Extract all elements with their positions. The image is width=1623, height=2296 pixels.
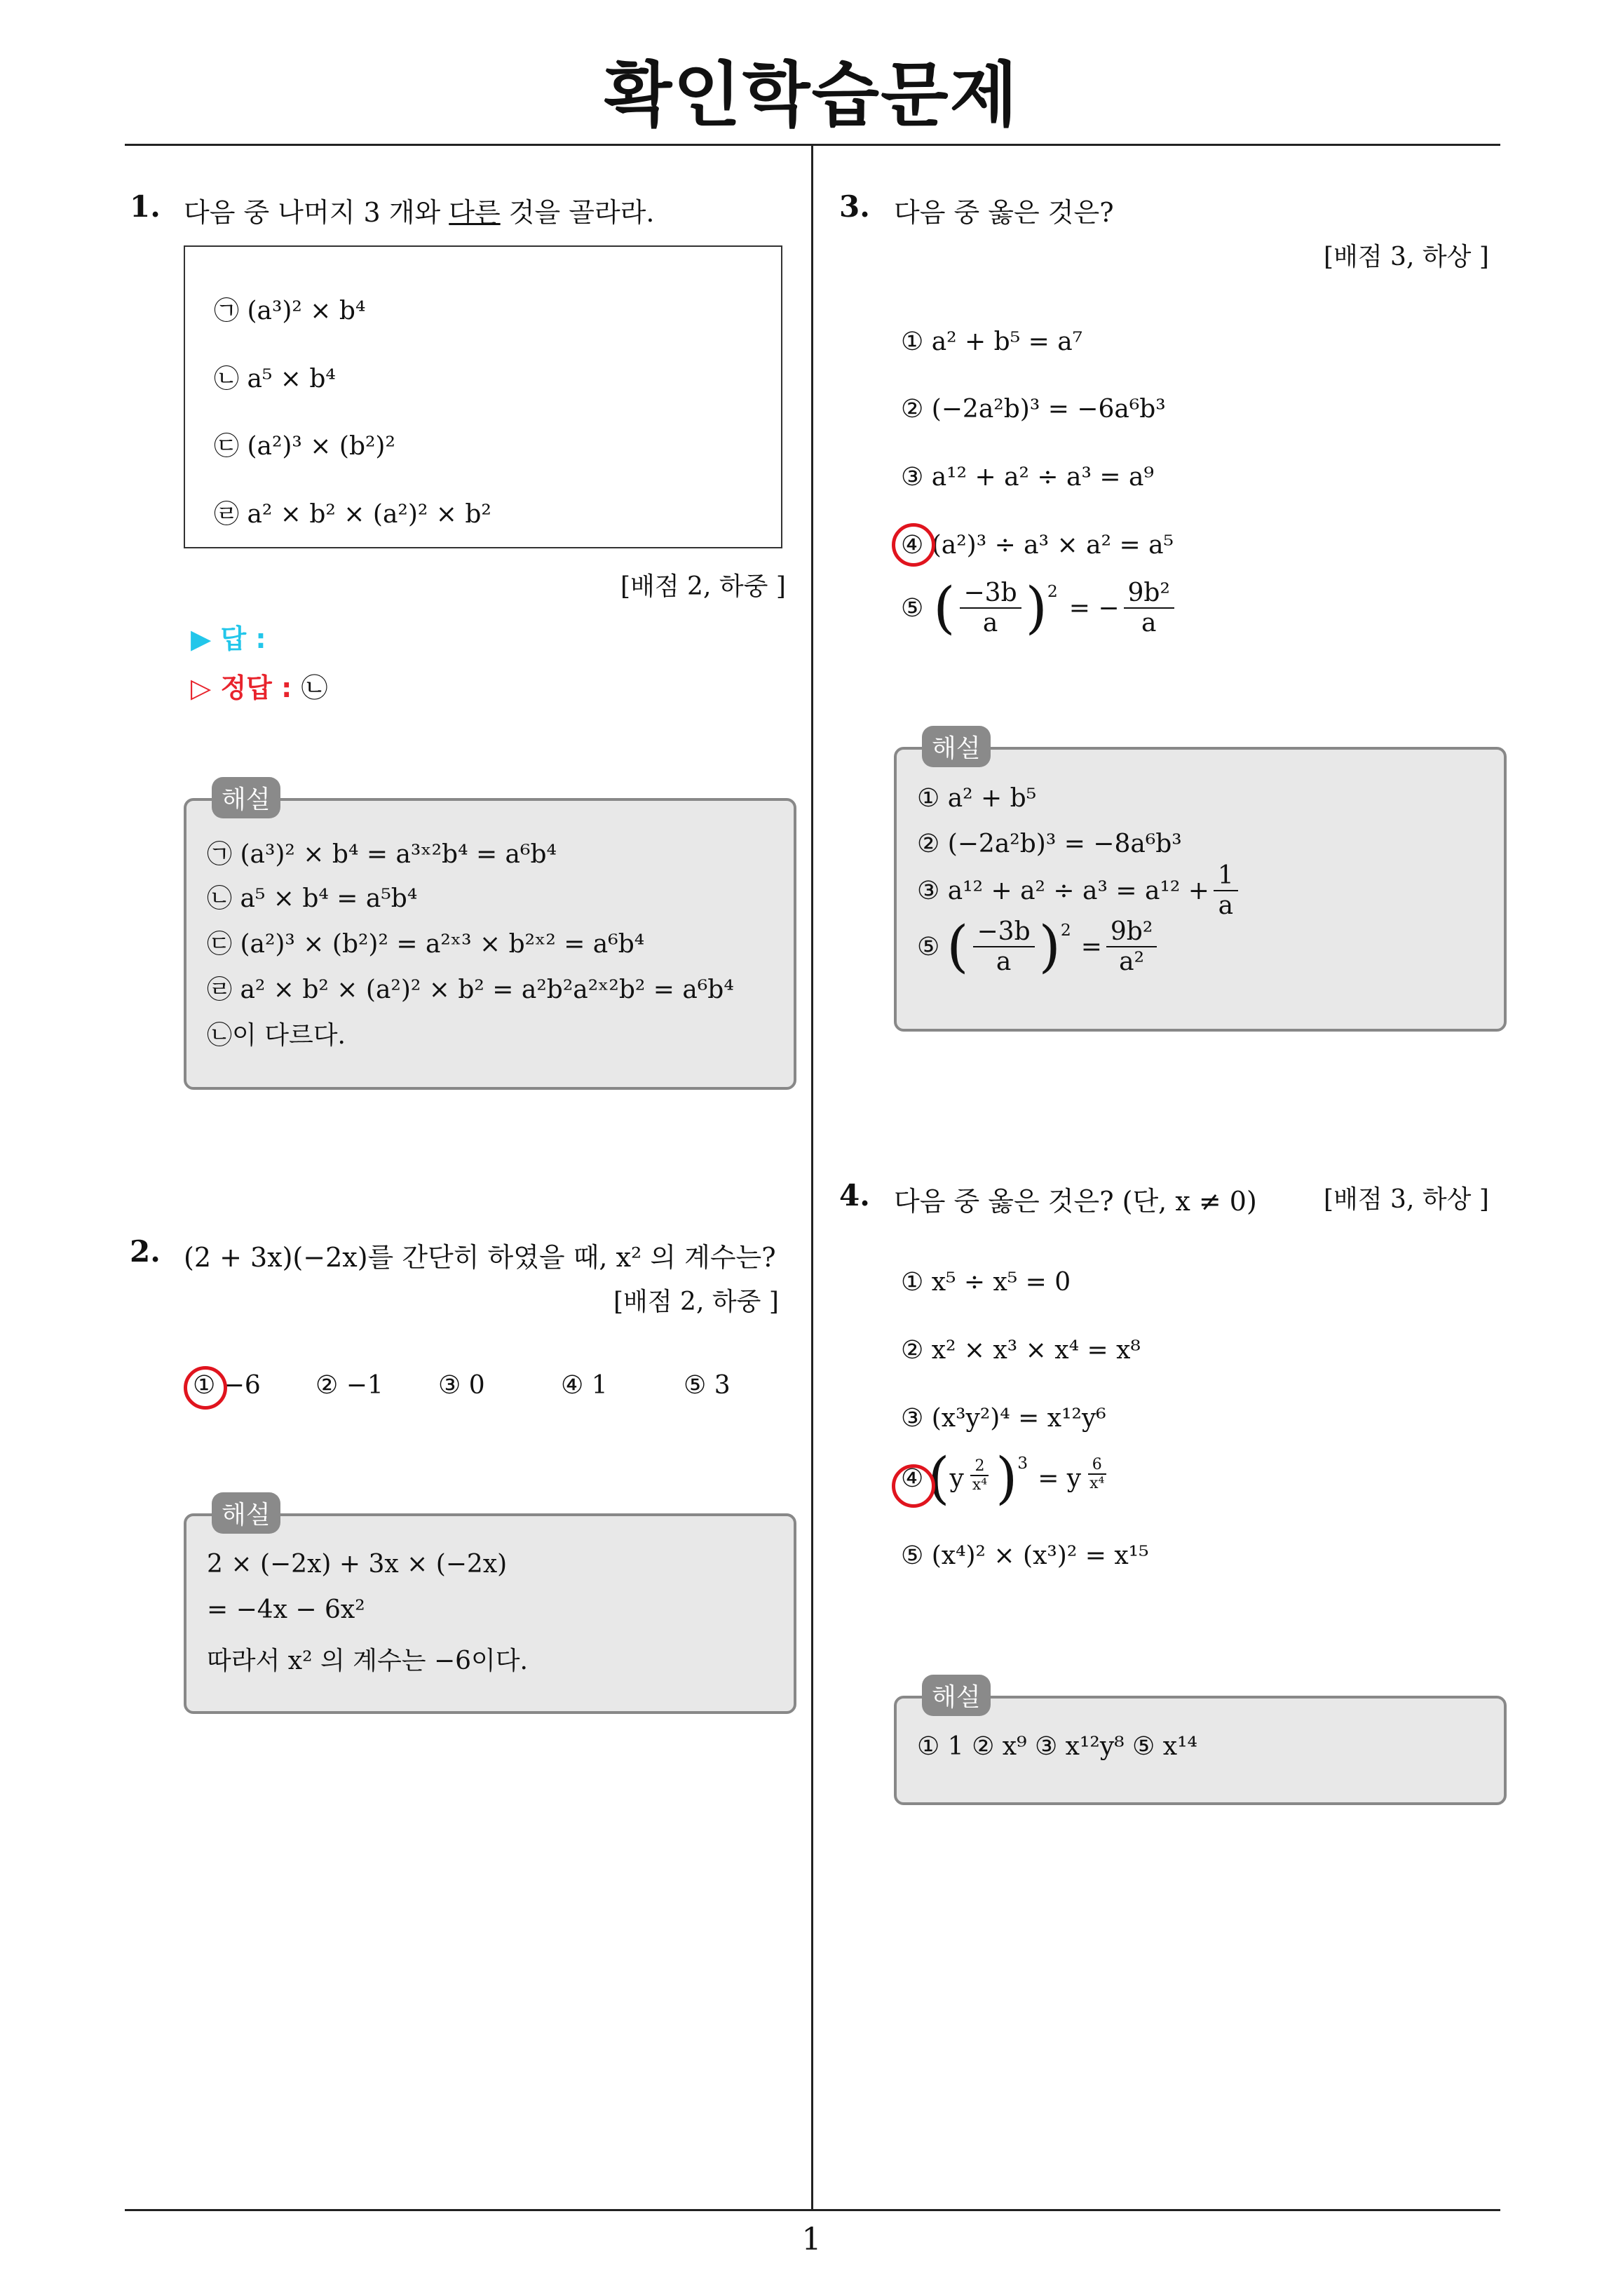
numerator: 9b² [1106, 917, 1157, 947]
choice: ① a² + b⁵ = a⁷ [901, 327, 1083, 356]
choice: ⑤ (x⁴)² × (x³)² = x¹⁵ [901, 1541, 1149, 1570]
question-text: 다음 중 옳은 것은? (단, x ≠ 0) [894, 1186, 1257, 1217]
fraction [1106, 917, 1157, 977]
numerator: 1 [1214, 861, 1238, 891]
question-text: (2 + 3x)(−2x)를 간단히 하였을 때, x² 의 계수는? [184, 1242, 776, 1273]
denominator: x⁴ [972, 1476, 988, 1494]
fraction [973, 917, 1035, 977]
exponent: 2 [1047, 581, 1058, 601]
solution-line: ㉣ a² × b² × (a²)² × b² = a²b²a²ˣ²b² = a⁶b⁴ [207, 975, 734, 1004]
fraction [1214, 861, 1238, 921]
right-paren: ) [996, 1445, 1018, 1511]
question-text: 다음 중 옳은 것은? [894, 197, 1114, 228]
solution-line: ㉠ (a³)² × b⁴ = a³ˣ²b⁴ = a⁶b⁴ [207, 840, 557, 869]
solution-line: ㉢ (a²)³ × (b²)² = a²ˣ³ × b²ˣ² = a⁶b⁴ [207, 930, 645, 959]
choice-mark: ⑤ [917, 932, 940, 961]
choice: ① x⁵ ÷ x⁵ = 0 [901, 1268, 1071, 1297]
base: y [949, 1464, 964, 1493]
question-number: 3. [839, 189, 870, 224]
choice: ② x² × x³ × x⁴ = x⁸ [901, 1336, 1141, 1365]
right-paren: ) [1025, 575, 1047, 641]
solution-line: ① 1 ② x⁹ ③ x¹²y⁸ ⑤ x¹⁴ [917, 1732, 1197, 1761]
left-paren: ( [933, 575, 956, 641]
question-number: 2. [130, 1234, 161, 1269]
solution-line: ㉡ a⁵ × b⁴ = a⁵b⁴ [207, 884, 418, 913]
answer-circle-mark [892, 1464, 935, 1508]
solution-line: 따라서 x² 의 계수는 −6이다. [207, 1647, 529, 1675]
solution-line: = −4x − 6x² [207, 1595, 365, 1624]
solution-line: ① a² + b⁵ [917, 784, 1037, 813]
solution-tag: 해설 [922, 726, 991, 767]
denominator: a² [1119, 947, 1145, 977]
right-paren: ) [1038, 914, 1061, 980]
list-item: ㉣ a² × b² × (a²)² × b² [214, 500, 491, 529]
fraction [960, 579, 1021, 638]
solution-line [917, 914, 1161, 980]
denominator: a [1218, 891, 1234, 921]
numerator: −3b [973, 917, 1035, 947]
denominator: a [1141, 609, 1157, 638]
exponent: 2 [1060, 920, 1071, 940]
underlined-word: 다른 [449, 197, 501, 228]
left-paren: ( [946, 914, 969, 980]
equals-sign: = [1080, 932, 1102, 961]
numerator: 2 [970, 1457, 989, 1476]
numerator: −3b [960, 579, 1021, 609]
choice: ③ a¹² + a² ÷ a³ = a⁹ [901, 463, 1154, 492]
choice: ④ (a²)³ ÷ a³ × a² = a⁵ [901, 531, 1174, 560]
score-label: [배점 3, 하상 ] [1324, 243, 1489, 271]
score-label: [배점 3, 하상 ] [1324, 1185, 1489, 1214]
choice: ② (−2a²b)³ = −6a⁶b³ [901, 395, 1166, 424]
exponent-fraction [1085, 1456, 1108, 1493]
column-divider [811, 146, 813, 2211]
question-number: 1. [130, 189, 161, 224]
correct-answer [191, 666, 328, 705]
solution-line: 2 × (−2x) + 3x × (−2x) [207, 1550, 508, 1579]
choice: ③ (x³y²)⁴ = x¹²y⁶ [901, 1404, 1106, 1433]
choice: ② −1 [315, 1371, 383, 1400]
solution-line [917, 861, 1242, 921]
answer-label: ▶ 답 : [191, 623, 266, 654]
equals-sign: = y [1038, 1464, 1082, 1493]
left-paren: ( [928, 1445, 950, 1511]
denominator: a [996, 947, 1012, 977]
solution-text: ③ a¹² + a² ÷ a³ = a¹² + [917, 876, 1209, 905]
list-item: ㉢ (a²)³ × (b²)² [214, 432, 395, 461]
denominator: a [982, 609, 998, 638]
choice-mark: ④ [901, 1464, 924, 1493]
choice: ① −6 [193, 1371, 261, 1400]
correct-answer-label: ▷ 정답 : [191, 673, 292, 703]
choice: ⑤ 3 [684, 1371, 731, 1400]
exponent: 3 [1017, 1453, 1028, 1473]
choice: ③ 0 [438, 1371, 485, 1400]
page-number: 1 [801, 2222, 822, 2257]
solution-line: ② (−2a²b)³ = −8a⁶b³ [917, 830, 1182, 858]
score-label: [배점 2, 하중 ] [613, 1288, 779, 1316]
list-item: ㉠ (a³)² × b⁴ [214, 297, 366, 325]
question-number: 4. [839, 1178, 870, 1213]
solution-tag: 해설 [922, 1675, 991, 1716]
correct-answer-value: ㉡ [301, 673, 328, 703]
solution-tag: 해설 [212, 777, 280, 818]
choice-fraction [901, 575, 1179, 641]
page-title: 확인학습문제 [604, 54, 1019, 136]
numerator: 6 [1088, 1456, 1106, 1475]
exponent-fraction [968, 1457, 991, 1494]
denominator: x⁴ [1089, 1475, 1105, 1493]
fraction [1124, 579, 1174, 638]
footer-rule [125, 2209, 1500, 2211]
solution-line: ㉡이 다르다. [207, 1021, 346, 1050]
score-label: [배점 2, 하중 ] [620, 572, 786, 601]
question-text [184, 191, 654, 229]
question-text-part: 다음 중 나머지 3 개와 [184, 197, 449, 228]
choice-mark: ⑤ [901, 593, 924, 623]
solution-tag: 해설 [212, 1492, 280, 1534]
question-text-part: 것을 골라라. [500, 197, 655, 228]
choice: ④ 1 [561, 1371, 608, 1400]
equals-sign: = − [1068, 593, 1120, 623]
answer-circle-mark [184, 1366, 227, 1410]
list-item: ㉡ a⁵ × b⁴ [214, 365, 336, 393]
numerator: 9b² [1124, 579, 1174, 609]
answer-circle-mark [892, 523, 935, 567]
